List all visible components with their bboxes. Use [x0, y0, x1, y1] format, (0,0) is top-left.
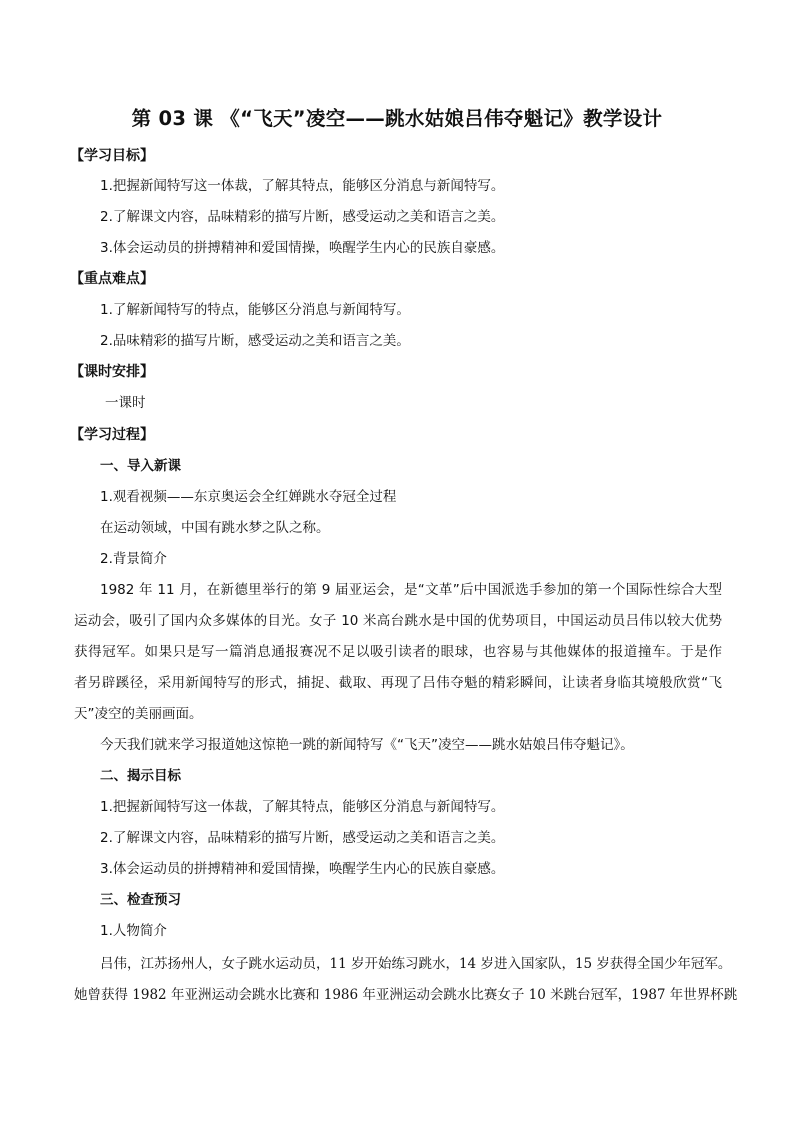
- keypoint-item-2: 2.品味精彩的描写片断，感受运动之美和语言之美。: [100, 333, 410, 349]
- intro-line: 今天我们就来学习报道她这惊艳一跳的新闻特写《“飞天”凌空——跳水姑娘吕伟夺魁记》。: [100, 737, 634, 753]
- background-line-2: 运动会，吸引了国内众多媒体的目光。女子 10 米高台跳水是中国的优势项目，中国运动员吕伟以较大优势: [74, 613, 722, 629]
- section-heading-objectives: 【学习目标】: [70, 148, 154, 164]
- objective-item-3: 3.体会运动员的拼搏精神和爱国情操，唤醒学生内心的民族自豪感。: [100, 240, 505, 256]
- background-line-3: 获得冠军。如果只是写一篇消息通报赛况不足以吸引读者的眼球，也容易与其他媒体的报道撞车。于是作: [74, 644, 722, 660]
- process-part1-item1: 1.观看视频——东京奥运会全红婵跳水夺冠全过程: [100, 489, 397, 505]
- process-part3-item1: 1.人物简介: [100, 923, 167, 939]
- schedule-text: 一课时: [105, 395, 146, 411]
- document-title: 第 03 课 《“飞天”凌空——跳水姑娘吕伟夺魁记》教学设计: [131, 107, 663, 130]
- objective-item-1: 1.把握新闻特写这一体裁，了解其特点，能够区分消息与新闻特写。: [100, 178, 505, 194]
- goal-item-1: 1.把握新闻特写这一体裁，了解其特点，能够区分消息与新闻特写。: [100, 799, 505, 815]
- section-heading-schedule: 【课时安排】: [70, 364, 154, 380]
- section-heading-keypoints: 【重点难点】: [70, 271, 154, 287]
- background-line-5: 天”凌空的美丽画面。: [74, 706, 203, 722]
- goal-item-3: 3.体会运动员的拼搏精神和爱国情操，唤醒学生内心的民族自豪感。: [100, 861, 505, 877]
- goal-item-2: 2.了解课文内容，品味精彩的描写片断，感受运动之美和语言之美。: [100, 830, 505, 846]
- background-line-1: 1982 年 11 月，在新德里举行的第 9 届亚运会，是“文革”后中国派选手参加的第一个国际性综合大型: [100, 582, 722, 598]
- process-part1-title: 一、导入新课: [100, 458, 181, 474]
- bio-line-2: 她曾获得 1982 年亚洲运动会跳水比赛和 1986 年亚洲运动会跳水比赛女子 10 米跳台冠军，1987 年世界杯跳: [74, 987, 738, 1003]
- process-part1-item1-text: 在运动领域，中国有跳水梦之队之称。: [100, 520, 330, 536]
- background-line-4: 者另辟蹊径，采用新闻特写的形式，捕捉、截取、再现了吕伟夺魁的精彩瞬间，让读者身临其境般欣赏“飞: [74, 675, 722, 691]
- objective-item-2: 2.了解课文内容，品味精彩的描写片断，感受运动之美和语言之美。: [100, 209, 505, 225]
- process-part1-item2: 2.背景简介: [100, 551, 167, 567]
- process-part2-title: 二、揭示目标: [100, 768, 181, 784]
- section-heading-process: 【学习过程】: [70, 427, 154, 443]
- keypoint-item-1: 1.了解新闻特写的特点，能够区分消息与新闻特写。: [100, 302, 410, 318]
- bio-line-1: 吕伟，江苏扬州人，女子跳水运动员，11 岁开始练习跳水，14 岁进入国家队，15 岁获得全国少年冠军。: [100, 956, 732, 972]
- process-part3-title: 三、检查预习: [100, 892, 181, 908]
